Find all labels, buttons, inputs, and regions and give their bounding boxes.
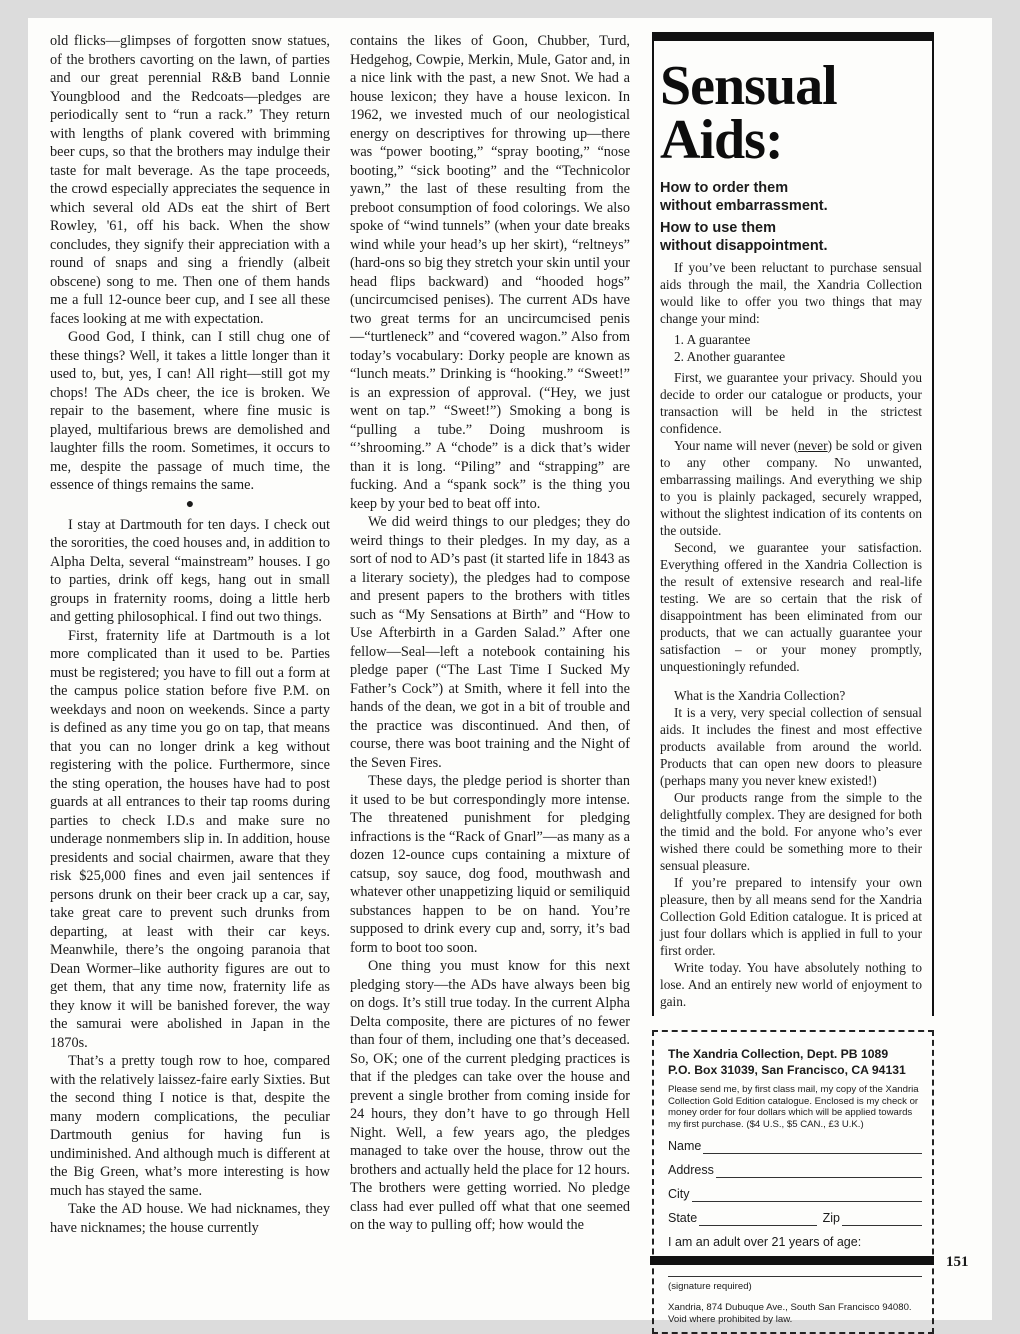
- ad-headline-line1: Sensual: [660, 55, 837, 117]
- article-column-middle: [350, 32, 630, 1235]
- guarantee-list: [674, 331, 922, 365]
- article-paragraph: That’s a pretty tough row to hoe, compared with the relatively laissez-faire early Sixties. But the second thing I notice is that, despite the many modern complications, the peculiar Dartmouth genius for having fun is undiminished. And although much is different at the Big Green, what’s more interesting is how much has stayed the same.: [50, 1053, 330, 1199]
- ad-subheading-use: [660, 219, 922, 255]
- ad-question: What is the Xandria Collection?: [674, 688, 846, 703]
- ad-subheading-line: How to use them: [660, 220, 777, 236]
- article-paragraph: I stay at Dartmouth for ten days. I check out the sororities, the coed houses and, in addition to Alpha Delta, several “mainstream” houses. I go to parties, drink off kegs, hang out in small groups in fraternity rooms, doing a little herb and getting philosophical. I find out two things.: [50, 516, 330, 625]
- address-label: Address: [668, 1163, 714, 1177]
- coupon-footer: [668, 1302, 922, 1326]
- ad-headline: [660, 55, 922, 171]
- city-line[interactable]: [692, 1189, 922, 1202]
- coupon-instructions: Please send me, by first class mail, my copy of the Xandria Collection Gold Edition catalogue. Enclosed is my check or money order for four dollars which will be applied towards my first purchase. ($4 U.S., $5 CAN., £3 U.K.): [668, 1084, 919, 1130]
- coupon-address-field[interactable]: [668, 1162, 922, 1178]
- ad-range-paragraph: Our products range from the simple to the delightfully complex. They are designed for both the timid and the bold. For anyone who’s ever wished there could be something more to their sensual pleasure.: [660, 790, 922, 873]
- ad-body: [652, 41, 934, 1016]
- order-coupon: [652, 1030, 934, 1334]
- article-paragraph: Take the AD house. We had nicknames, they have nicknames; the house currently: [50, 1201, 330, 1236]
- ad-satisfaction-paragraph: Second, we guarantee your satisfaction. Everything offered in the Xandria Collection is the result of extensive research and real-life testing. We are so certain that the risk of disappointment has been eliminated from our products, that we can actually guarantee your satisfaction – or your money promptly, unquestioningly refunded.: [660, 540, 922, 674]
- ad-name-paragraph: [660, 437, 922, 539]
- state-line[interactable]: [699, 1213, 816, 1226]
- zip-line[interactable]: [842, 1213, 922, 1226]
- ad-never-underlined: never: [798, 438, 828, 453]
- ad-write-paragraph: Write today. You have absolutely nothing to lose. And an entirely new world of enjoyment to gain.: [660, 960, 922, 1009]
- coupon-name-field[interactable]: [668, 1138, 922, 1154]
- name-label: Name: [668, 1139, 702, 1153]
- signature-label: (signature required): [668, 1281, 752, 1292]
- ad-gold-paragraph: If you’re prepared to intensify your own pleasure, then by all means send for the Xandria Collection Gold Edition catalogue. It is priced at just four dollars which is applied in full to your first order.: [660, 875, 922, 958]
- article-paragraph: old flicks—glimpses of forgotten snow statues, of the brothers cavorting on the lawn, of parties and our great perennial R&B band Lonnie Youngblood and the Redcoats—pledges are periodically sent to “run a rack.” They return with lengths of plank covered with brimming beer cups, so that the brothers may indulge their taste for malt beverage. As the tape proceeds, the crowd especially appreciates the sequence in which several old ADs eat the shirt of Bert Rowley, '61, off his back. When the show concludes, they signify their appreciation with a round of snaps and sing a friendly (albeit obscene) song to me. Then one of them hands me a full 12-ounce beer cup, and I see all these faces looking at me with expectation.: [50, 33, 330, 327]
- article-paragraph: Good God, I think, can I still chug one of these things? Well, it takes a little longer than it used to, but, yes, I can! All right—still got my chops! The ADs cheer, the ice is broken. We repair to the basement, where fine music is played, multifarious brews are demolished and laughter fills the room. Sometimes, it occurs to me, despite the passage of much time, the essence of things remains the same.: [50, 329, 330, 493]
- ad-top-bar: [652, 32, 934, 41]
- page-number: 151: [946, 1254, 969, 1270]
- section-divider: ●: [185, 496, 195, 512]
- guarantee-item: 2. Another guarantee: [674, 349, 786, 364]
- magazine-page: [28, 18, 992, 1325]
- ad-collection-paragraph: It is a very, very special collection of sensual aids. It includes the finest and most effective products available from around the world. Products that can open new doors to pleasure (perhaps many you never knew existed!): [660, 705, 922, 788]
- article-paragraph: One thing you must know for this next pledging story—the ADs have always been big on dogs. It’s still true today. In the current Alpha Delta composite, there are pictures of no fewer than four of them, including one that’s deceased. So, OK; one of the current pledging practices is that if the pledges can take over the house and prevent a single brother from coming inside for 24 hours, they don’t have to go through Hell Night. Well, a few years ago, the pledges managed to take over the house, throw out the brothers and actually held the place for 12 hours. The brothers were getting worried. No pledge class had ever pulled off what that one seemed on the way to pulling off; how would the: [350, 958, 630, 1233]
- article-paragraph: First, fraternity life at Dartmouth is a lot more complicated than it used to be. Parties must be registered; you have to fill out a form at the campus police station before five P.M. on weekdays and noon on weekends. Since a party is defined as any time you go on tap, that means that you can no longer drink a keg without registering with the police. Furthermore, since the sting operation, the houses have had to post guards at all entrances to their tap rooms during parties to check I.D.s and make sure no underage nonmembers slip in. In addition, house presidents and social chairmen, aware that they risk $25,000 fines and even jail sentences if persons drunk on their beer crack up a car, say, take great care to prevent such drunks from departing, at least with their car keys. Meanwhile, there’s the ongoing paranoia that Dean Wormer–like authority figures are out to get them, that any time now, fraternity life as they know it will be banished forever, the way the samurai were abolished in Japan in the 1870s.: [50, 627, 330, 1051]
- ad-subheading-line: without embarrassment.: [660, 198, 828, 214]
- ad-privacy-paragraph: First, we guarantee your privacy. Should you decide to order our catalogue or products, your transaction will be held in the strictest confidence.: [660, 370, 922, 436]
- xandria-advertisement: [650, 32, 934, 1334]
- coupon-state-zip-field[interactable]: [668, 1210, 922, 1226]
- ad-intro: If you’ve been reluctant to purchase sensual aids through the mail, the Xandria Collection would like to offer you two things that may change your mind:: [660, 260, 922, 326]
- ad-subheading-order: [660, 179, 922, 215]
- ad-bottom-bar: [650, 1256, 934, 1265]
- name-line[interactable]: [703, 1141, 922, 1154]
- address-line[interactable]: [716, 1165, 922, 1178]
- coupon-footer-void: Void where prohibited by law.: [668, 1314, 793, 1325]
- coupon-adult-statement: I am an adult over 21 years of age:: [668, 1235, 862, 1249]
- coupon-footer-address: Xandria, 874 Dubuque Ave., South San Francisco 94080.: [668, 1302, 912, 1313]
- article-paragraph: These days, the pledge period is shorter than it used to be but correspondingly more intense. The threatened punishment for pledging infractions is the “Rack of Gnarl”—as many as a dozen 12-ounce cups containing a mixture of catsup, soy sauce, dog food, mouthwash and whatever other unappetizing liquid or semiliquid substances happen to be on hand. You’re supposed to drink every cup and, sorry, it’s bad form to boot too soon.: [350, 773, 630, 956]
- ad-name-text: ) be sold or given to any other company. No unwanted, embarrassing mailings. And everything we ship to you is plainly packaged, securely wrapped, without the slightest indication of its contents on the outside.: [660, 438, 923, 538]
- ad-subheading-line: How to order them: [660, 180, 789, 196]
- state-label: State: [668, 1211, 698, 1225]
- ad-headline-line2: Aids:: [660, 109, 783, 171]
- coupon-city-field[interactable]: [668, 1186, 922, 1202]
- ad-name-text: Your name will never (: [674, 438, 799, 453]
- city-label: City: [668, 1187, 690, 1201]
- article-paragraph: We did weird things to our pledges; they do weird things to their pledges. In my day, as a sort of nod to AD’s past (it started life in 1843 as a literary society), the pledges had to compose and present papers to the brothers with titles such as “My Sensations at Birth” and “How to Use Afterbirth in a Garden Salad.” After one fellow—Seal—left a notebook containing his pledge paper (“The Last Time I Sucked My Father’s Cock”) at Smith, where it fell into the hands of the dean, we got in a bit of trouble and the practice was discontinued. And then, of course, there was boot training and the Night of the Seven Fires.: [350, 514, 630, 771]
- guarantee-item: 1. A guarantee: [674, 332, 751, 347]
- ad-subheading-line: without disappointment.: [660, 238, 828, 254]
- zip-label: Zip: [822, 1211, 840, 1225]
- article-paragraph: contains the likes of Goon, Chubber, Turd, Hedgehog, Cowpie, Merkin, Mule, Gator and, in a nice link with the past, a new Snot. We had a house lexicon; they have a house lexicon. In 1962, we invested much of our neologistical energy on descriptives for throwing up—there was “power booting,” “spray booting,” “nose booting,” “sick booting” and the “Technicolor yawn,” the last of these resulting from the preboot consumption of food colorings. We also spoke of “wind tunnels” (when your date breaks wind while your head’s up her skirt), “reltneys” (hard-ons so big they stretch your skin until your head flips backward) and “hooded hogs” (uncircumcised penises). The current ADs have two great terms for an uncircumcised penis—“turtleneck” and “covered wagon.” Also from today’s vocabulary: Dorky people are known as “lunch meats.” Drinking is “hooking.” “Sweet!” is an expression of approval. (“Hey, we just went on tap.” “Sweet!”) Smoking a bong is “pulling a tube.” Doing mushroom is “’shrooming.” A “chode” is a dick that’s wider than it is long. “Piling” and “strapping” are fucking. And a “spank sock” is the thing you keep by your bed to beat off into.: [350, 33, 630, 512]
- coupon-address-line2: P.O. Box 31039, San Francisco, CA 94131: [668, 1063, 906, 1077]
- article-column-left: [50, 32, 330, 1237]
- coupon-address-line1: The Xandria Collection, Dept. PB 1089: [668, 1047, 889, 1061]
